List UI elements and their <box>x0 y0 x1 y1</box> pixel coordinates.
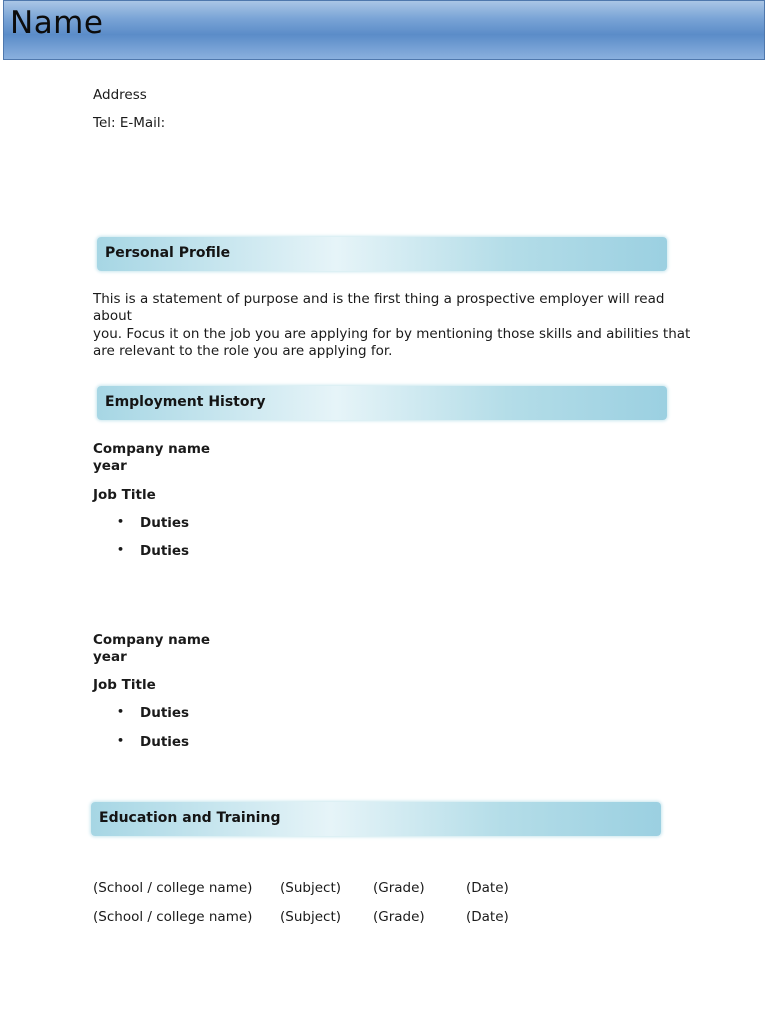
job-1-year: year <box>93 458 127 474</box>
job-1-title: Job Title <box>93 487 156 503</box>
profile-paragraph <box>93 291 693 360</box>
edu-1-grade: (Grade) <box>373 880 425 896</box>
job-2-title: Job Title <box>93 677 156 693</box>
bullet-icon: • <box>117 734 125 747</box>
bullet-icon: • <box>117 515 125 528</box>
job-1-duty <box>117 515 189 531</box>
job-1-duty <box>117 543 189 559</box>
duty-text: Duties <box>140 543 190 559</box>
edu-2-date: (Date) <box>466 909 509 925</box>
duty-text: Duties <box>140 705 190 721</box>
profile-line: This is a statement of purpose and is the first thing a prospective employer will read about <box>93 291 665 325</box>
section-bar-employment-history <box>97 386 667 420</box>
duty-text: Duties <box>140 734 190 750</box>
tel-email-line: Tel: E-Mail: <box>93 115 166 131</box>
bullet-icon: • <box>117 705 125 718</box>
profile-line: you. Focus it on the job you are applying for by mentioning those skills and abilities that <box>93 325 691 342</box>
section-bar-personal-profile <box>97 237 667 271</box>
job-2-year: year <box>93 649 127 665</box>
job-2-duty <box>117 705 189 721</box>
address-line: Address <box>93 87 147 103</box>
job-2-duty <box>117 734 189 750</box>
section-title-education-training: Education and Training <box>99 810 281 826</box>
edu-2-subject: (Subject) <box>280 909 342 925</box>
edu-2-school: (School / college name) <box>93 909 253 925</box>
section-bar-education-training <box>91 802 661 836</box>
section-title-employment-history: Employment History <box>105 394 266 410</box>
edu-1-date: (Date) <box>466 880 509 896</box>
duty-text: Duties <box>140 515 190 531</box>
edu-1-school: (School / college name) <box>93 880 253 896</box>
profile-line: are relevant to the role you are applying for. <box>93 342 393 359</box>
bullet-icon: • <box>117 543 125 556</box>
name-banner <box>3 0 765 60</box>
job-2-company: Company name <box>93 632 211 648</box>
edu-1-subject: (Subject) <box>280 880 342 896</box>
name-heading: Name <box>10 5 104 41</box>
section-title-personal-profile: Personal Profile <box>105 245 231 261</box>
edu-2-grade: (Grade) <box>373 909 425 925</box>
job-1-company: Company name <box>93 441 211 457</box>
